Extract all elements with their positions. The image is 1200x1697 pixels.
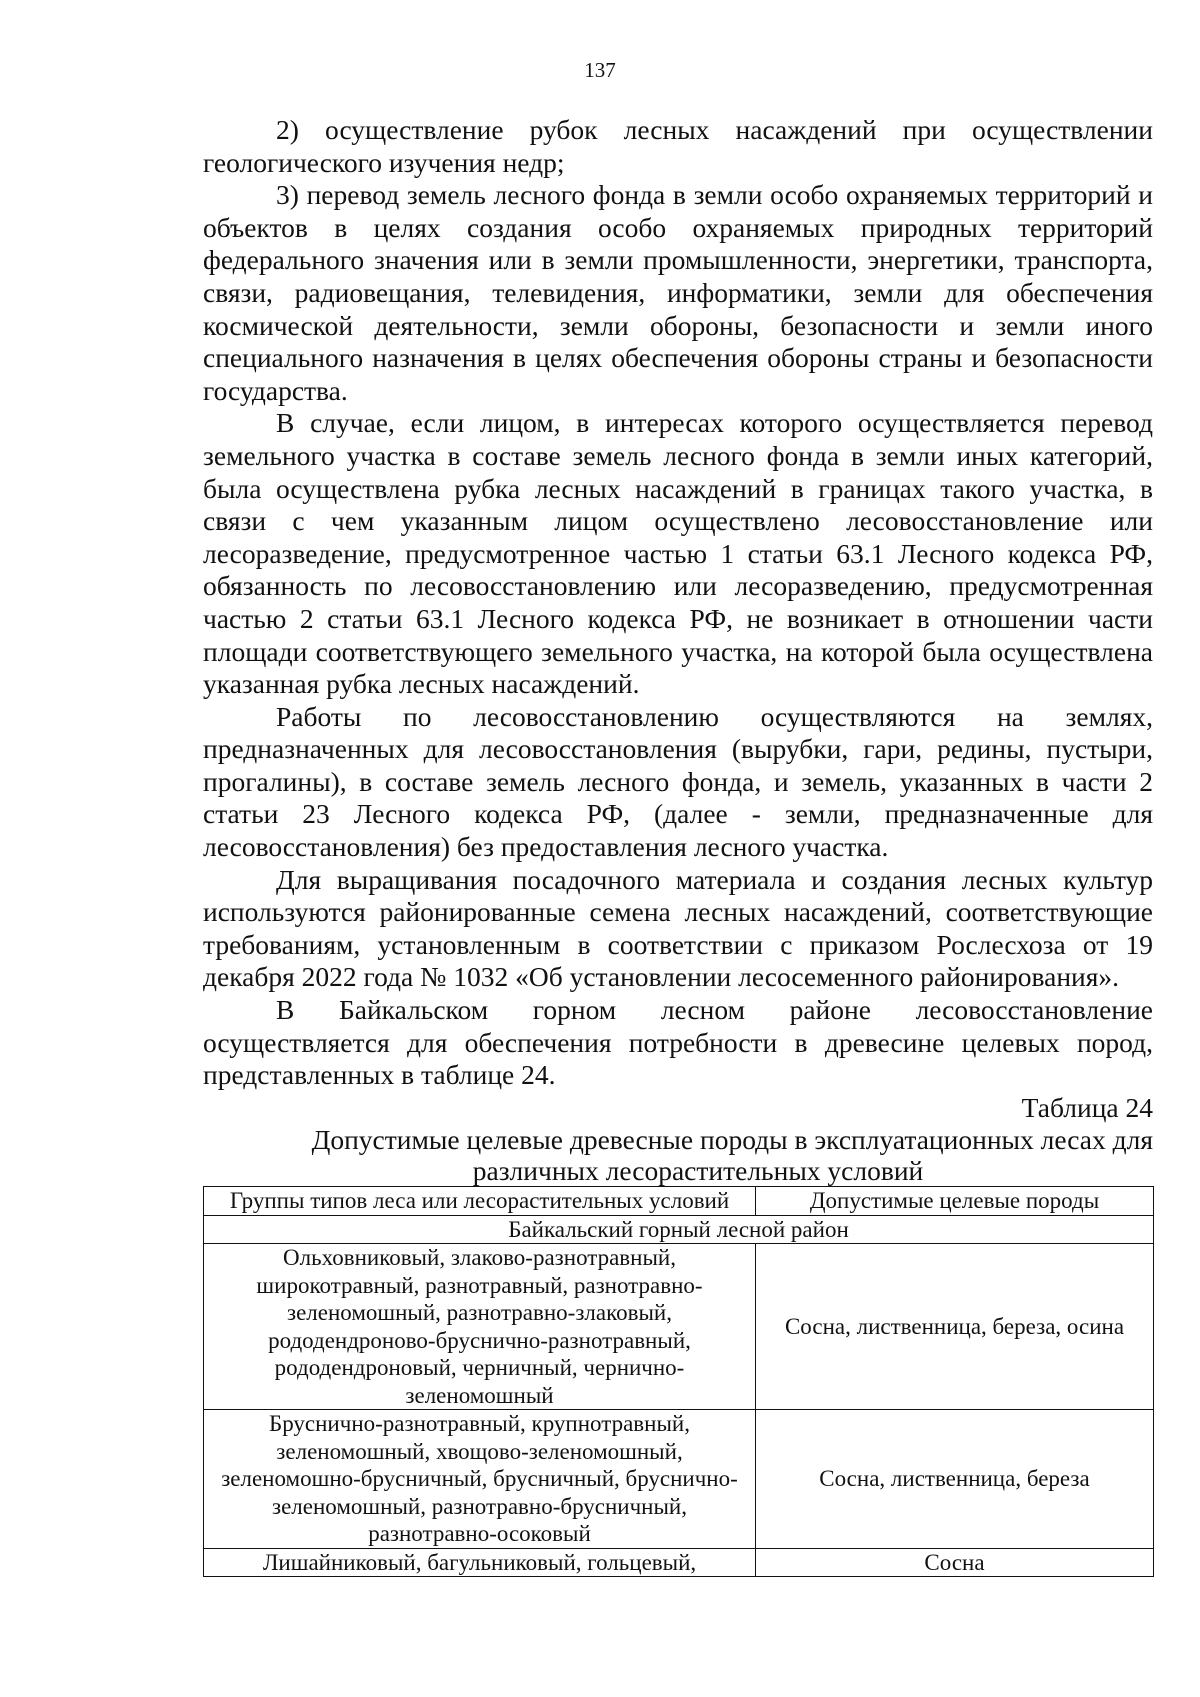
group-line: Ольховниковый, злаково-разнотравный, (283, 1245, 676, 1271)
group-line: Лишайниковый, багульниковый, гольцевый, (262, 1549, 697, 1575)
paragraph-2: 3) перевод земель лесного фонда в земли особо охраняемых территорий и объектов в целях создания особо охраняемых природных территорий федерального значения или в земли промышленности, энергетики, транспорта, связи, радиовещания, телевидения, информатики, земли для обеспечения космической деятельности, земли обороны, безопасности и земли иного специального назначения в целях обеспечения обороны страны и безопасности государства. (203, 179, 1153, 406)
group-line: рододендроновый, черничный, чернично- (274, 1355, 685, 1381)
species-cell: Сосна, лиственница, береза, осина (756, 1244, 1154, 1410)
forest-group-cell (204, 1548, 756, 1577)
paragraph-6: В Байкальском горном лесном районе лесовосстановление осуществляется для обеспечения потребности в древесине целевых пород, представленных в таблице 24. (203, 994, 1153, 1091)
table-title-line-2: различных лесорастительных условий (472, 1155, 924, 1187)
region-name: Байкальский горный лесной район (204, 1215, 1154, 1244)
paragraph-5: Для выращивания посадочного материала и создания лесных культур используются районированные семена лесных насаждений, соответствующие требованиям, установленным в соответствии с приказом Рослесхоза от 19 декабря 2022 года № 1032 «Об установлении лесосеменного районирования». (203, 863, 1153, 993)
table-row (204, 1548, 1154, 1577)
table-title-line-1: Допустимые целевые древесные породы в эксплуатационных лесах для (311, 1124, 1153, 1156)
group-line: зеленомошный, разнотравно-злаковый, (286, 1300, 672, 1326)
group-line: зеленомошный, разнотравно-брусничный, (272, 1493, 687, 1519)
paragraph-4: Работы по лесовосстановлению осуществляются на землях, предназначенных для лесовосстановления (вырубки, гари, редины, пустыри, прогалины), в составе земель лесного фонда, и земель, указанных в части 2 статьи 23 Лесного кодекса РФ, (далее - земли, предназначенные для лесовосстановления) без предоставления лесного участка. (203, 700, 1153, 863)
page-number: 137 (584, 58, 616, 82)
species-cell: Сосна (756, 1548, 1154, 1577)
table-region-row (204, 1215, 1154, 1244)
table-header-row (204, 1187, 1154, 1216)
species-cell: Сосна, лиственница, береза (756, 1410, 1154, 1549)
table-label: Таблица 24 (1021, 1091, 1153, 1123)
document-body (203, 114, 1153, 1577)
header-forest-groups: Группы типов леса или лесорастительных условий (204, 1187, 756, 1216)
group-line: рододендроново-бруснично-разнотравный, (268, 1327, 691, 1353)
group-line: зеленомошный, хвощово-зеленомошный, (276, 1438, 683, 1464)
forest-group-cell (204, 1244, 756, 1410)
group-line: разнотравно-осоковый (368, 1521, 591, 1547)
target-species-table (203, 1186, 1154, 1577)
table-row (204, 1410, 1154, 1549)
table-row (204, 1244, 1154, 1410)
group-line: Бруснично-разнотравный, крупнотравный, (269, 1411, 690, 1437)
paragraph-1: 2) осуществление рубок лесных насаждений при осуществлении геологического изучения недр; (203, 114, 1153, 178)
group-line: зеленомошный (405, 1382, 554, 1408)
group-line: зеленомошно-брусничный, брусничный, бруснично- (221, 1466, 738, 1492)
header-target-species: Допустимые целевые породы (756, 1187, 1154, 1216)
forest-group-cell (204, 1410, 756, 1549)
paragraph-3: В случае, если лицом, в интересах которого осуществляется перевод земельного участка в составе земель лесного фонда в земли иных категорий, была осуществлена рубка лесных насаждений в границах такого участка, в связи с чем указанным лицом осуществлено лесовосстановление или лесоразведение, предусмотренное частью 1 статьи 63.1 Лесного кодекса РФ, обязанность по лесовосстановлению или лесоразведению, предусмотренная частью 2 статьи 63.1 Лесного кодекса РФ, не возникает в отношении части площади соответствующего земельного участка, на которой была осуществлена указанная рубка лесных насаждений. (203, 407, 1153, 700)
group-line: широкотравный, разнотравный, разнотравно- (256, 1272, 703, 1298)
